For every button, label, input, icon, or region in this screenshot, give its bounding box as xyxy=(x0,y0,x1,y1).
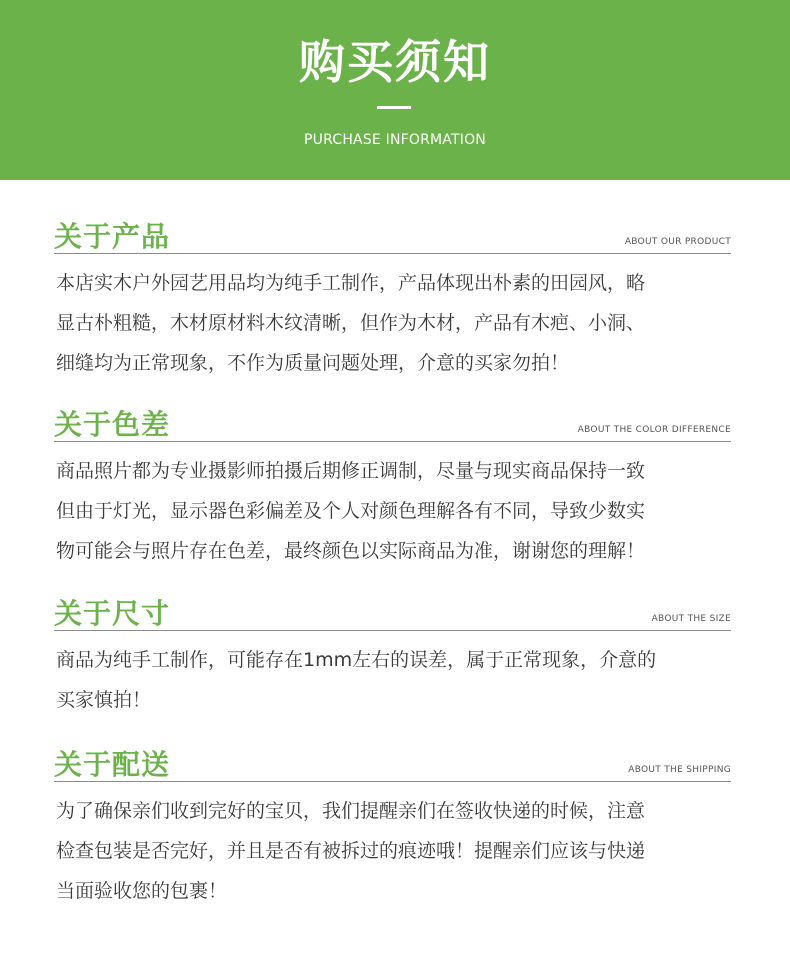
body-line: 当面验收您的包裹！ xyxy=(56,880,228,902)
page-subtitle: PURCHASE INFORMATION xyxy=(304,132,486,148)
section-title: 关于色差 xyxy=(54,408,171,441)
body-line: 本店实木户外园艺用品均为纯手工制作，产品体现出朴素的田园风，略 xyxy=(56,272,646,294)
section-subtitle: ABOUT THE SHIPPING xyxy=(628,765,731,775)
header-banner xyxy=(0,0,790,180)
body-line: 为了确保亲们收到完好的宝贝，我们提醒亲们在签收快递的时候，注意 xyxy=(56,800,646,822)
body-line: 买家慎拍！ xyxy=(56,689,152,711)
section-divider xyxy=(54,781,731,782)
section-divider xyxy=(54,441,731,442)
section-body xyxy=(56,263,746,383)
section-title: 关于配送 xyxy=(54,748,171,781)
section-body xyxy=(56,640,746,720)
body-line: 商品为纯手工制作，可能存在1mm左右的误差，属于正常现象，介意的 xyxy=(56,649,657,671)
body-line: 细缝均为正常现象，不作为质量问题处理，介意的买家勿拍！ xyxy=(56,352,570,374)
body-line: 检查包装是否完好，并且是否有被拆过的痕迹哦！提醒亲们应该与快递 xyxy=(56,840,646,862)
section-title: 关于产品 xyxy=(54,220,171,253)
section-subtitle: ABOUT OUR PRODUCT xyxy=(624,237,731,247)
section-divider xyxy=(54,253,731,254)
section-subtitle: ABOUT THE SIZE xyxy=(651,614,731,624)
title-divider xyxy=(377,106,411,109)
page-title: 购买须知 xyxy=(299,35,491,89)
section-body xyxy=(56,791,746,911)
body-line: 但由于灯光，显示器色彩偏差及个人对颜色理解各有不同，导致少数实 xyxy=(56,500,646,522)
section-body xyxy=(56,451,746,571)
section-title: 关于尺寸 xyxy=(54,597,171,630)
section-divider xyxy=(54,630,731,631)
section-subtitle: ABOUT THE COLOR DIFFERENCE xyxy=(577,425,731,435)
body-line: 显古朴粗糙，木材原材料木纹清晰，但作为木材，产品有木疤、小洞、 xyxy=(56,312,646,334)
body-line: 商品照片都为专业摄影师拍摄后期修正调制，尽量与现实商品保持一致 xyxy=(56,460,646,482)
body-line: 物可能会与照片存在色差，最终颜色以实际商品为准，谢谢您的理解！ xyxy=(56,540,646,562)
